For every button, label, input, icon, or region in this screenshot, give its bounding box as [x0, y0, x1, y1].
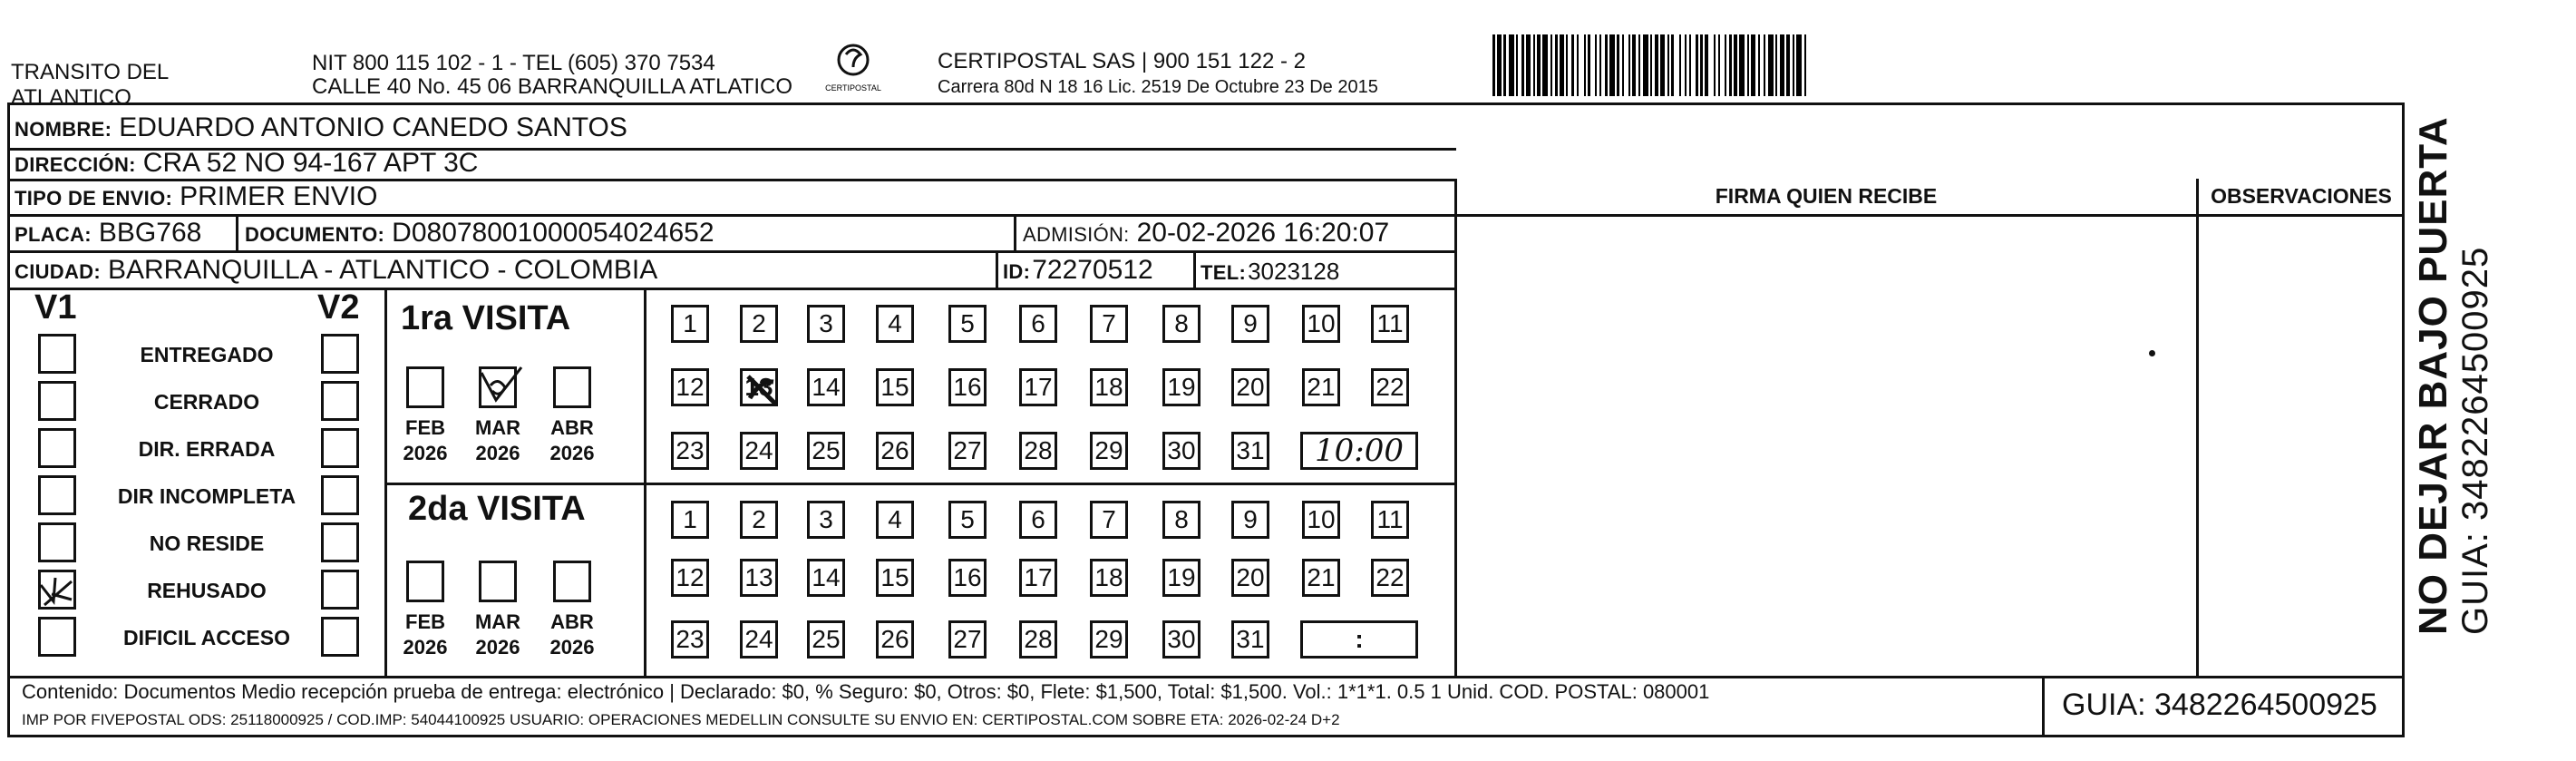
- month-year: 2026: [403, 636, 448, 659]
- first-time-value: 10:00: [1315, 433, 1404, 469]
- second-day-19[interactable]: 19: [1162, 559, 1201, 597]
- second-day-11[interactable]: 11: [1371, 501, 1409, 539]
- first-day-1[interactable]: 1: [671, 305, 709, 343]
- first-day-23[interactable]: 23: [671, 432, 709, 470]
- nombre-label: NOMBRE:: [15, 118, 112, 141]
- second-day-29[interactable]: 29: [1090, 620, 1128, 659]
- second-month-label: [466, 610, 530, 660]
- firma-header: FIRMA QUIEN RECIBE: [1715, 184, 1938, 208]
- first-month-label: [394, 415, 457, 466]
- tel-value: 3023128: [1248, 258, 1340, 285]
- month-name: FEB: [405, 610, 445, 633]
- placa-value: BBG768: [98, 218, 202, 248]
- second-time-box[interactable]: [1300, 620, 1418, 659]
- first-day-29[interactable]: 29: [1090, 432, 1128, 470]
- month-year: 2026: [549, 442, 595, 464]
- second-day-3[interactable]: 3: [807, 501, 845, 539]
- id-value: 72270512: [1032, 255, 1153, 285]
- org-name: TRANSITO DEL ATLANTICO: [11, 60, 170, 110]
- v2-checkbox-0[interactable]: [321, 334, 359, 374]
- second-day-2[interactable]: 2: [740, 501, 778, 539]
- admision-label: ADMISIÓN:: [1023, 223, 1130, 246]
- placa-label: PLACA:: [15, 223, 92, 246]
- first-day-20[interactable]: 20: [1231, 368, 1269, 406]
- status-label: CERRADO: [153, 390, 260, 414]
- admision-value: 20-02-2026 16:20:07: [1136, 218, 1390, 248]
- second-day-12[interactable]: 12: [671, 559, 709, 597]
- status-label: NO RESIDE: [149, 532, 265, 555]
- month-year: 2026: [475, 442, 520, 464]
- footer-content-line: Contenido: Documentos Medio recepción prueba de entrega: electrónico | Declarado: $0, % Seguro: $0, Otros: $0, Flete: $1,500, Total: $1,500. Vol.: 1*1*1. 0.5 1 Unid. COD. POSTAL: 080001: [22, 680, 1710, 703]
- first-month-box-abr[interactable]: [553, 366, 591, 408]
- side-guia: GUIA: 3482264500925: [2455, 246, 2495, 635]
- v1-checkbox-1[interactable]: [38, 381, 76, 421]
- second-day-31[interactable]: 31: [1231, 620, 1269, 659]
- second-month-label: [540, 610, 604, 660]
- signature-mark: [2149, 350, 2155, 356]
- second-time-value: :: [1355, 625, 1364, 653]
- second-day-30[interactable]: 30: [1162, 620, 1201, 659]
- second-day-5[interactable]: 5: [948, 501, 987, 539]
- second-day-21[interactable]: 21: [1302, 559, 1340, 597]
- v2-checkbox-2[interactable]: [321, 428, 359, 468]
- org-nit-phone: NIT 800 115 102 - 1 - TEL (605) 370 7534: [312, 51, 715, 75]
- v1-checkbox-3[interactable]: [38, 475, 76, 515]
- first-day-13[interactable]: [740, 368, 778, 406]
- first-day-9[interactable]: 9: [1231, 305, 1269, 343]
- second-day-24[interactable]: 24: [740, 620, 778, 659]
- first-day-2[interactable]: 2: [740, 305, 778, 343]
- first-day-18[interactable]: 18: [1090, 368, 1128, 406]
- second-visit-title: 2da VISITA: [408, 490, 586, 528]
- month-name: ABR: [550, 610, 594, 633]
- first-day-15[interactable]: 15: [876, 368, 914, 406]
- status-label: REHUSADO: [147, 579, 267, 602]
- first-day-10[interactable]: 10: [1302, 305, 1340, 343]
- v1-checkbox-6[interactable]: [38, 617, 76, 657]
- courier-address: Carrera 80d N 18 16 Lic. 2519 De Octubre 23 De 2015: [938, 77, 1378, 97]
- v1-checkbox-5[interactable]: [38, 570, 76, 610]
- first-day-6[interactable]: 6: [1019, 305, 1057, 343]
- second-month-box-feb[interactable]: [406, 561, 444, 602]
- status-label: DIFICIL ACCESO: [122, 626, 290, 649]
- v2-label: V2: [317, 288, 360, 327]
- v2-checkbox-4[interactable]: [321, 522, 359, 562]
- first-day-25[interactable]: 25: [807, 432, 845, 470]
- second-day-10[interactable]: 10: [1302, 501, 1340, 539]
- direccion-label: DIRECCIÓN:: [15, 153, 136, 176]
- first-day-31[interactable]: 31: [1231, 432, 1269, 470]
- second-day-23[interactable]: 23: [671, 620, 709, 659]
- barcode-bar: [1806, 34, 1811, 96]
- month-name: MAR: [474, 416, 521, 439]
- second-day-13[interactable]: 13: [740, 559, 778, 597]
- side-warning: NO DEJAR BAJO PUERTA: [2411, 116, 2455, 635]
- second-day-15[interactable]: 15: [876, 559, 914, 597]
- second-day-25[interactable]: 25: [807, 620, 845, 659]
- second-day-28[interactable]: 28: [1019, 620, 1057, 659]
- first-day-30[interactable]: 30: [1162, 432, 1201, 470]
- tipo-envio-value: PRIMER ENVIO: [180, 181, 378, 211]
- certipostal-logo: [816, 36, 890, 100]
- v2-checkbox-5[interactable]: [321, 570, 359, 610]
- second-day-16[interactable]: 16: [948, 559, 987, 597]
- side-label: [2412, 116, 2495, 635]
- second-day-22[interactable]: 22: [1371, 559, 1409, 597]
- first-day-21[interactable]: 21: [1302, 368, 1340, 406]
- first-day-3[interactable]: 3: [807, 305, 845, 343]
- first-day-11[interactable]: 11: [1371, 305, 1409, 343]
- org-address: CALLE 40 No. 45 06 BARRANQUILLA ATLATICO: [312, 74, 793, 99]
- second-day-20[interactable]: 20: [1231, 559, 1269, 597]
- first-day-12[interactable]: 12: [671, 368, 709, 406]
- first-day-16[interactable]: 16: [948, 368, 987, 406]
- second-day-6[interactable]: 6: [1019, 501, 1057, 539]
- month-year: 2026: [475, 636, 520, 659]
- second-day-27[interactable]: 27: [948, 620, 987, 659]
- v1-checkbox-4[interactable]: [38, 522, 76, 562]
- nombre-value: EDUARDO ANTONIO CANEDO SANTOS: [119, 112, 627, 142]
- footer-print-line: IMP POR FIVEPOSTAL ODS: 25118000925 / COD.IMP: 54044100925 USUARIO: OPERACIONES MEDELLIN CONSULTE SU ENVIO EN: CERTIPOSTAL.COM SOBRE ETA: 2026-02-24 D+2: [22, 711, 1340, 728]
- first-month-box-feb[interactable]: [406, 366, 444, 408]
- first-day-4[interactable]: 4: [876, 305, 914, 343]
- first-day-17[interactable]: 17: [1019, 368, 1057, 406]
- month-name: FEB: [405, 416, 445, 439]
- first-day-7[interactable]: 7: [1090, 305, 1128, 343]
- second-day-9[interactable]: 9: [1231, 501, 1269, 539]
- first-day-26[interactable]: 26: [876, 432, 914, 470]
- second-day-8[interactable]: 8: [1162, 501, 1201, 539]
- observaciones-header: OBSERVACIONES: [2211, 184, 2392, 208]
- first-month-box-mar[interactable]: [479, 366, 517, 408]
- day-number: 13: [744, 373, 773, 401]
- month-name: ABR: [550, 416, 594, 439]
- footer-guia: GUIA: 3482264500925: [2062, 688, 2377, 722]
- svg-text:CERTIPOSTAL: CERTIPOSTAL: [825, 83, 881, 93]
- id-label: ID:: [1003, 260, 1031, 283]
- second-day-7[interactable]: 7: [1090, 501, 1128, 539]
- first-day-27[interactable]: 27: [948, 432, 987, 470]
- v2-checkbox-1[interactable]: [321, 381, 359, 421]
- v1-label: V1: [34, 288, 77, 327]
- first-day-8[interactable]: 8: [1162, 305, 1201, 343]
- first-time-box[interactable]: [1300, 432, 1418, 470]
- status-label: DIR INCOMPLETA: [117, 484, 296, 508]
- second-day-14[interactable]: 14: [807, 559, 845, 597]
- month-year: 2026: [549, 636, 595, 659]
- ciudad-label: CIUDAD:: [15, 260, 101, 283]
- second-day-26[interactable]: 26: [876, 620, 914, 659]
- month-year: 2026: [403, 442, 448, 464]
- second-day-18[interactable]: 18: [1090, 559, 1128, 597]
- status-label: DIR. ERRADA: [138, 437, 276, 461]
- status-label: ENTREGADO: [140, 343, 274, 366]
- direccion-value: CRA 52 NO 94-167 APT 3C: [142, 148, 479, 178]
- tel-label: TEL:: [1201, 261, 1247, 284]
- documento-value: D08078001000054024652: [392, 218, 714, 248]
- first-month-label: [466, 415, 530, 466]
- courier-name: CERTIPOSTAL SAS | 900 151 122 - 2: [938, 49, 1306, 73]
- barcode: [1492, 34, 2218, 96]
- second-day-17[interactable]: 17: [1019, 559, 1057, 597]
- v1-checkbox-2[interactable]: [38, 428, 76, 468]
- second-month-box-abr[interactable]: [553, 561, 591, 602]
- ciudad-value: BARRANQUILLA - ATLANTICO - COLOMBIA: [107, 255, 658, 285]
- first-visit-title: 1ra VISITA: [401, 299, 571, 337]
- first-day-24[interactable]: 24: [740, 432, 778, 470]
- second-month-label: [394, 610, 457, 660]
- v2-checkbox-6[interactable]: [321, 617, 359, 657]
- documento-label: DOCUMENTO:: [245, 223, 385, 246]
- first-month-label: [540, 415, 604, 466]
- first-day-19[interactable]: 19: [1162, 368, 1201, 406]
- v2-checkbox-3[interactable]: [321, 475, 359, 515]
- v1-checkbox-0[interactable]: [38, 334, 76, 374]
- first-day-28[interactable]: 28: [1019, 432, 1057, 470]
- first-day-5[interactable]: 5: [948, 305, 987, 343]
- month-name: MAR: [474, 610, 521, 633]
- first-day-14[interactable]: 14: [807, 368, 845, 406]
- tipo-envio-label: TIPO DE ENVIO:: [15, 187, 173, 210]
- first-day-22[interactable]: 22: [1371, 368, 1409, 406]
- second-day-4[interactable]: 4: [876, 501, 914, 539]
- second-day-1[interactable]: 1: [671, 501, 709, 539]
- second-month-box-mar[interactable]: [479, 561, 517, 602]
